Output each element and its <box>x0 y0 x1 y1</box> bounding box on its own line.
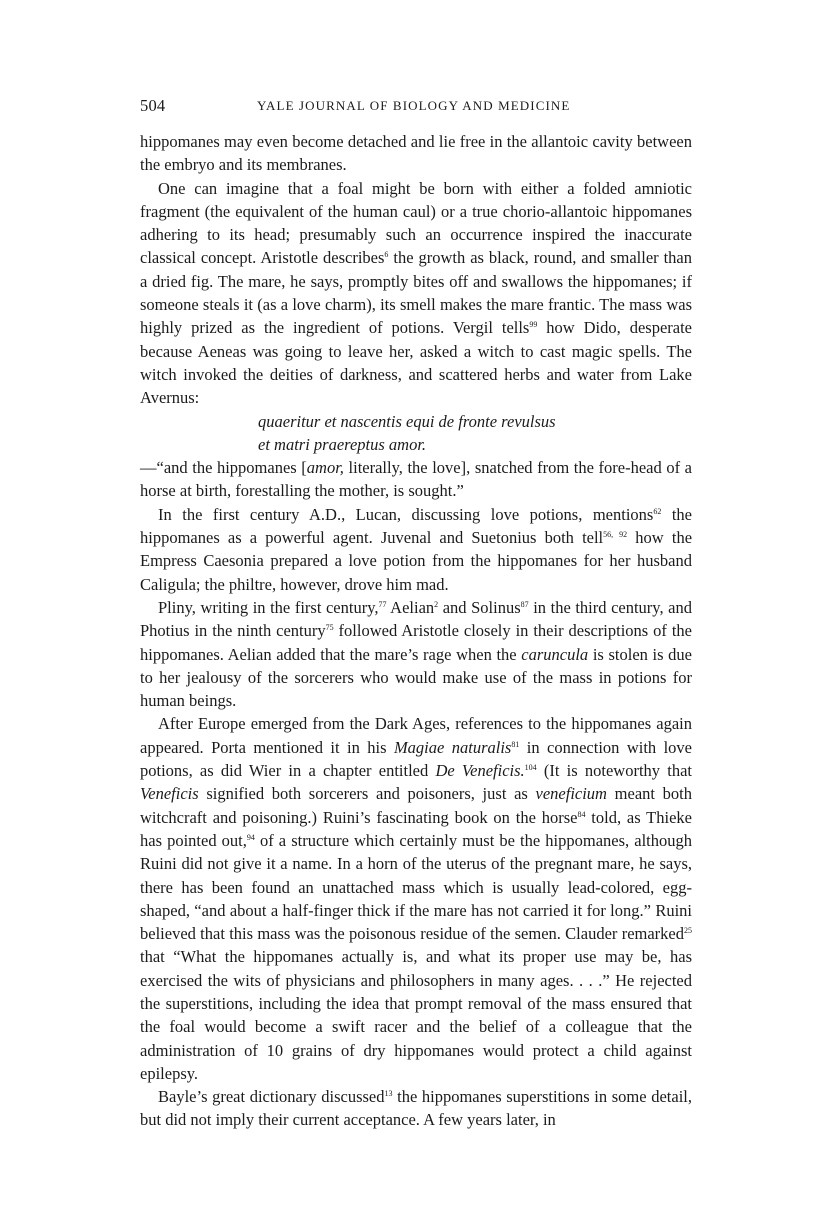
reference-marker: 75 <box>325 623 334 633</box>
paragraph-6: After Europe emerged from the Dark Ages, references to the hippomanes again appeared. Porta mentioned it in his Magiae naturalis$^{81}$ in connection with love potions, as did Wier in a chapter entitled De Veneficis.$^{104}$ (It is noteworthy that Veneficis signified both sorcerers and poisoners, just as veneficium meant both witchcraft and poisoning.) Ruini’s fascinating book on the horse$^{84}$ told, as Thieke has pointed out,$^{94}$ of a structure which certainly must be the hippomanes, although Ruini did not give it a name. In a horn of the uterus of the pregnant mare, he says, there has been found an unattached mass which is usually lead-colored, egg-shaped, “and about a half-finger thick if the mare has not carried it for long.” Ruini believed that this mass was the poisonous residue of the semen. Clauder remarked$^{25}$ that “What the hippomanes actually is, and what its proper use may be, has exercised the wits of physicians and philosophers in many ages. . . .” He rejected the superstitions, including the idea that prompt removal of the mass ensured that the foal would become a swift racer and the belief of a colleague that the administration of 10 grains of dry hippomanes would protect a child against epilepsy. <box>140 714 693 1083</box>
journal-title: YALE JOURNAL OF BIOLOGY AND MEDICINE <box>257 98 571 113</box>
reference-marker: 81 <box>511 739 520 749</box>
quote-line: et matri praereptus amor. <box>258 434 427 454</box>
reference-marker: 104 <box>524 763 537 773</box>
reference-marker: 84 <box>577 809 586 819</box>
reference-marker: 6 <box>384 250 389 260</box>
paragraph-7: Bayle’s great dictionary discussed$^{13}$ the hippomanes superstitions in some detail, but did not imply their current acceptance. A few years later, in <box>140 1087 692 1130</box>
reference-marker: 56, 92 <box>603 530 628 540</box>
latin-quotation <box>140 410 692 457</box>
reference-marker: 2 <box>434 599 439 609</box>
document-page <box>140 96 692 1132</box>
reference-marker: 87 <box>520 599 529 609</box>
paragraph-4: In the first century A.D., Lucan, discussing love potions, mentions$^{62}$ the hippomanes as a powerful agent. Juvenal and Suetonius both tell$^{56, 92}$ how the Empress Caesonia prepared a love potion from the hippomanes for her husband Caligula; the philtre, however, drove him mad. <box>140 504 693 594</box>
reference-marker: 25 <box>684 926 692 936</box>
paragraph-5: Pliny, writing in the first century,$^{77}$ Aelian$^2$ and Solinus$^{87}$ in the third century, and Photius in the ninth century$^{75}$ followed Aristotle closely in their descriptions of the hippomanes. Aelian added that the mare’s rage when the caruncula is stolen is due to her jealousy of the sorcerers who would make use of the mass in potions for human beings. <box>140 597 693 711</box>
quote-line: quaeritur et nascentis equi de fronte revulsus <box>258 411 556 431</box>
paragraph-2: One can imagine that a foal might be born with either a folded amniotic fragment (the equivalent of the human caul) or a true chorio-allantoic hippomanes adhering to its head; presumably such an occurrence inspired the inaccurate classical concept. Aristotle describes$^6$ the growth as black, round, and smaller than a dried fig. The mare, he says, promptly bites off and swallows the hippomanes; if someone steals it (as a love charm), its smell makes the mare frantic. The mass was highly prized as the ingredient of potions. Vergil tells$^{99}$ how Dido, desperate because Aeneas was going to leave her, asked a witch to cast magic spells. The witch invoked the deities of darkness, and scattered herbs and water from Lake Avernus: <box>140 178 693 408</box>
reference-marker: 13 <box>384 1089 393 1099</box>
reference-marker: 99 <box>529 320 538 330</box>
paragraph-3: —“and the hippomanes [amor, literally, the love], snatched from the fore-head of a horse at birth, forestalling the mother, is sought.” <box>140 458 692 501</box>
reference-marker: 94 <box>246 832 255 842</box>
page-number: 504 <box>140 96 166 115</box>
running-head <box>140 96 692 120</box>
paragraph-1: hippomanes may even become detached and lie free in the allantoic cavity between the embryo and its membranes. <box>140 132 692 175</box>
reference-marker: 62 <box>653 506 662 516</box>
reference-marker: 77 <box>378 599 387 609</box>
